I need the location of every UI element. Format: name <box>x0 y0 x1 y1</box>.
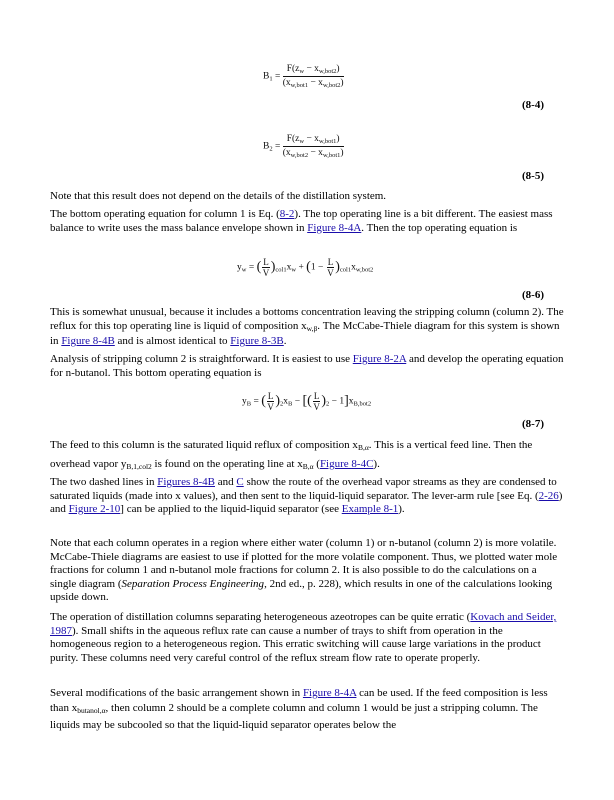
equation-8-4: $B_1$ = $\frac{F(z_w - x_{w,bot2})}{(x_{w,bot1} - x_{w,bot2})}$ <box>263 64 344 89</box>
eq-denominator: $(x_{w,bot2} - x_{w,bot1})$ <box>282 148 344 159</box>
link-figure-8-4b[interactable]: Figure 8-4B <box>61 335 115 347</box>
equation-8-5: $B_2$ = $\frac{F(z_w - x_{w,bot1})}{(x_{w,bot2} - x_{w,bot1})}$ <box>263 134 344 159</box>
eq-lhs: B <box>263 141 270 152</box>
link-eq-2-26[interactable]: 2-26 <box>538 489 559 502</box>
paragraph: Note that this result does not depend on the details of the distillation system. <box>50 190 387 202</box>
equation-8-6: $y_w$ = ( $\frac{L}{V}$ )$_{col1}x_w + (1$ − $\frac{L}{V}$ )$_{col1}x_{w,bot2}$ <box>237 257 374 278</box>
equation-number: (8-6) <box>522 289 544 301</box>
paragraph: The bottom operating equation for column 1 is Eq. (8-2). The top operating line is a bit different. The easiest mass balance to write uses the mass balance envelope shown in Figure 8-4A. Then the top operating equation is <box>50 208 553 234</box>
equation-number: (8-5) <box>522 170 544 182</box>
eq-numerator: $F(z_w - x_{w,bot2})$ <box>283 64 344 77</box>
equation-8-7: $y_B$ = ( $\frac{L}{V}$ )$_2x_B$ − [( $\frac{L}{V}$ )$_2 - 1]x_{B,bot2}$ <box>242 391 372 412</box>
link-figure-8-2a[interactable]: Figure 8-2A <box>352 353 407 365</box>
paragraph: Note that each column operates in a region where either water (column 1) or n-butanol (column 2) is more volatile. McCabe-Thiele diagrams are easiest to use if plotted for the more volatile component. Thus, we plotted water mole fractions for column 1 and n-butanol mole fractions for column 2. It is also possible to do the calculations on a single diagram (Separation Process Engineering, 2nd ed., p. 228), which results in one of the calculations looking upside down. <box>50 537 558 603</box>
paragraph: Several modifications of the basic arrangement shown in Figure 8-4A can be used. If the feed composition is less than $x_{butanol,\alpha}$, then column 2 should be a complete column and column 1 would be just a stripping column. The liquids may be subcooled so that the liquid-liquid separator operates below the <box>50 687 548 731</box>
eq-numerator: $F(z_w - x_{w,bot1})$ <box>283 134 344 147</box>
paragraph: Analysis of stripping column 2 is straightforward. It is easiest to use Figure 8-2A and develop the operating equation for n-butanol. This bottom operating equation is <box>50 353 564 379</box>
link-figures-8-4b[interactable]: Figures 8-4B <box>157 476 215 488</box>
book-title: Separation Process Engineering <box>121 577 265 590</box>
eq-lhs-sub: 1 <box>269 75 273 83</box>
eq-fraction <box>283 64 344 89</box>
paragraph: The operation of distillation columns separating heterogeneous azeotropes can be quite erratic (Kovach and Seider, 1987). Small shifts in the aqueous reflux rate can cause a number of trays to shift from operation in the homogeneous region to a heterogeneous region. This erratic switching will cause large variations in the product purity. These columns need very careful control of the reflux stream flow rate to operate properly. <box>50 611 557 664</box>
link-example-8-1[interactable]: Example 8-1 <box>341 503 399 515</box>
link-figure-8-4a[interactable]: Figure 8-4A <box>307 221 362 234</box>
eq-lhs: B <box>263 71 270 82</box>
link-figure-2-10[interactable]: Figure 2-10 <box>68 503 121 515</box>
paragraph: The two dashed lines in Figures 8-4B and C show the route of the overhead vapor streams as they are condensed to saturated liquids (made into x values), and then sent to the liquid-liquid separator. The lever-arm rule [see Eq. (2-26) and Figure 2-10] can be applied to the liquid-liquid separator (see Example 8-1). <box>50 476 563 515</box>
link-figure-8-4a[interactable]: Figure 8-4A <box>302 687 357 699</box>
paragraph: This is somewhat unusual, because it includes a bottoms concentration leaving the stripping column (column 2). The reflux for this top operating line is liquid of composition $x_{w,\beta}$. The McCabe-Thiele diagram for this system is shown in Figure 8-4B and is almost identical to Figure 8-3B. <box>50 306 564 347</box>
link-figure-c[interactable]: C <box>236 476 244 488</box>
link-eq-8-2[interactable]: 8-2 <box>279 208 295 220</box>
equation-number: (8-7) <box>522 418 544 430</box>
link-figure-8-3b[interactable]: Figure 8-3B <box>230 335 284 347</box>
eq-fraction <box>283 134 344 159</box>
equation-number: (8-4) <box>522 99 544 111</box>
link-figure-8-4c[interactable]: Figure 8-4C <box>319 458 374 470</box>
eq-denominator: $(x_{w,bot1} - x_{w,bot2})$ <box>282 78 344 89</box>
paragraph: The feed to this column is the saturated liquid reflux of composition $x_{B,\alpha}$. This is a vertical feed line. Then the overhead vapor $y_{B,1,col2}$ is found on the operating line at $x_{B,\alpha}$ (Figure 8-4C). <box>50 439 533 471</box>
link-kovach-seider-1987[interactable]: Kovach and Seider, 1987 <box>50 611 557 637</box>
eq-lhs-sub: 2 <box>269 145 273 153</box>
